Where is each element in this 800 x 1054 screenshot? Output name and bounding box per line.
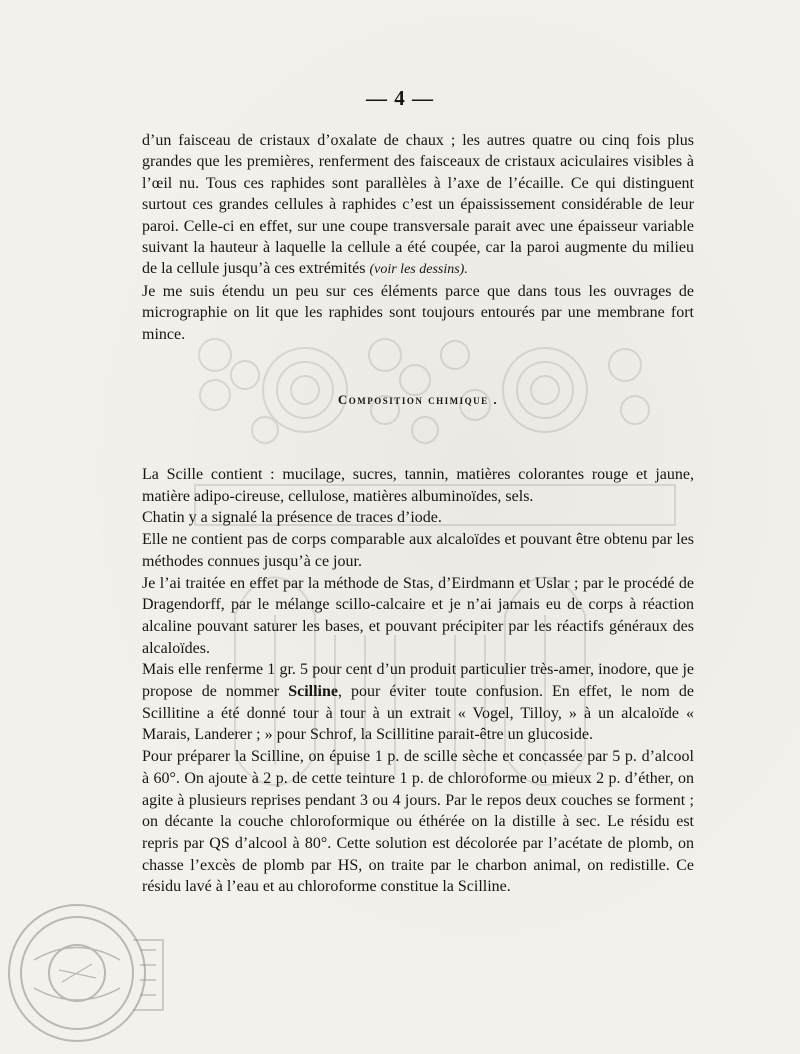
page-number: — 4 — (366, 86, 434, 110)
paragraph: Pour préparer la Scilline, on épuise 1 p. de scille sèche et concassée par 5 p. d’alcool à 60°. On ajoute à 2 p. de cette teinture 1 p. de chloroforme ou mieux 2 p. d’éther, on agite à plusieurs reprises pendant 3 ou 4 jours. Par le repos deux couches se forment ; on décante la couche chloroformique ou éthérée on la distille à sec. Le résidu est repris par QS d’alcool à 80°. Cette solution est décolorée par l’acétate de plomb, on chasse l’excès de plomb par HS, on traite par le charbon animal, on redistille. Ce résidu lavé à l’eau et au chloroforme constitue la Scilline. (142, 748, 694, 896)
paragraph: Je l’ai traitée en effet par la méthode de Stas, d’Eirdmann et Uslar ; par le procédé de Dragendorff, par le mélange scillo-calcaire et je n’ai jamais eu de corps à réaction alcaline pouvant saturer les bases, et pouvant précipiter par les réactifs généraux des alcaloïdes. (142, 574, 694, 657)
section-heading: Composition chimique . (337, 392, 499, 407)
paragraph-text: Mais elle renferme 1 gr. 5 pour cent d’un produit particulier très-amer, inodore, que je propose de nommer (142, 661, 694, 701)
stamp-fragment (128, 930, 168, 1020)
paragraph: La Scille contient : mucilage, sucres, tannin, matières colorantes rouge et jaune, matière adipo-cireuse, cellulose, matières albuminoïdes, sels. (142, 466, 694, 505)
paragraph-text: d’un faisceau de cristaux d’oxalate de chaux ; les autres quatre ou cinq fois plus grandes que les premières, renferment des faisceaux de cristaux aciculaires visibles à l’œil nu. Tous ces raphides sont parallèles à l’axe de l’écaille. Ce qui distinguent surtout ces grandes cellules à raphides c’est un épaississement considérable de leur paroi. Celle-ci en effet, sur une coupe transversale parait avec une épaisseur variable suivant la hauteur à laquelle la cellule a été coupée, car la paroi augmente du milieu de la cellule jusqu’à ces extrémités (142, 132, 694, 278)
paragraph: Elle ne contient pas de corps comparable aux alcaloïdes et pouvant être obtenu par les méthodes connues jusqu’à ce jour. (142, 531, 694, 570)
paragraph-text: , pour éviter toute confusion. En effet, le nom de Scillitine a été donné tour à tour à un extrait « Vogel, Tilloy, » à un alcaloïde « Marais, Landerer ; » pour Schrof, la Scillitine parait-être un glucoside. (142, 683, 695, 744)
figure-reference: (voir les dessins). (369, 262, 468, 278)
top-text-block (142, 130, 694, 345)
scilline-term: Scilline (288, 683, 338, 701)
paragraph (142, 659, 694, 746)
paragraph: Je me suis étendu un peu sur ces éléments parce que dans tous les ouvrages de micrographie on lit que les raphides sont toujours entourés par une membrane fort mince. (142, 282, 694, 343)
bottom-text-block (142, 464, 694, 898)
library-stamp (4, 900, 150, 1046)
paragraph: Chatin y a signalé la présence de traces d’iode. (142, 509, 442, 527)
paragraph (142, 130, 694, 281)
